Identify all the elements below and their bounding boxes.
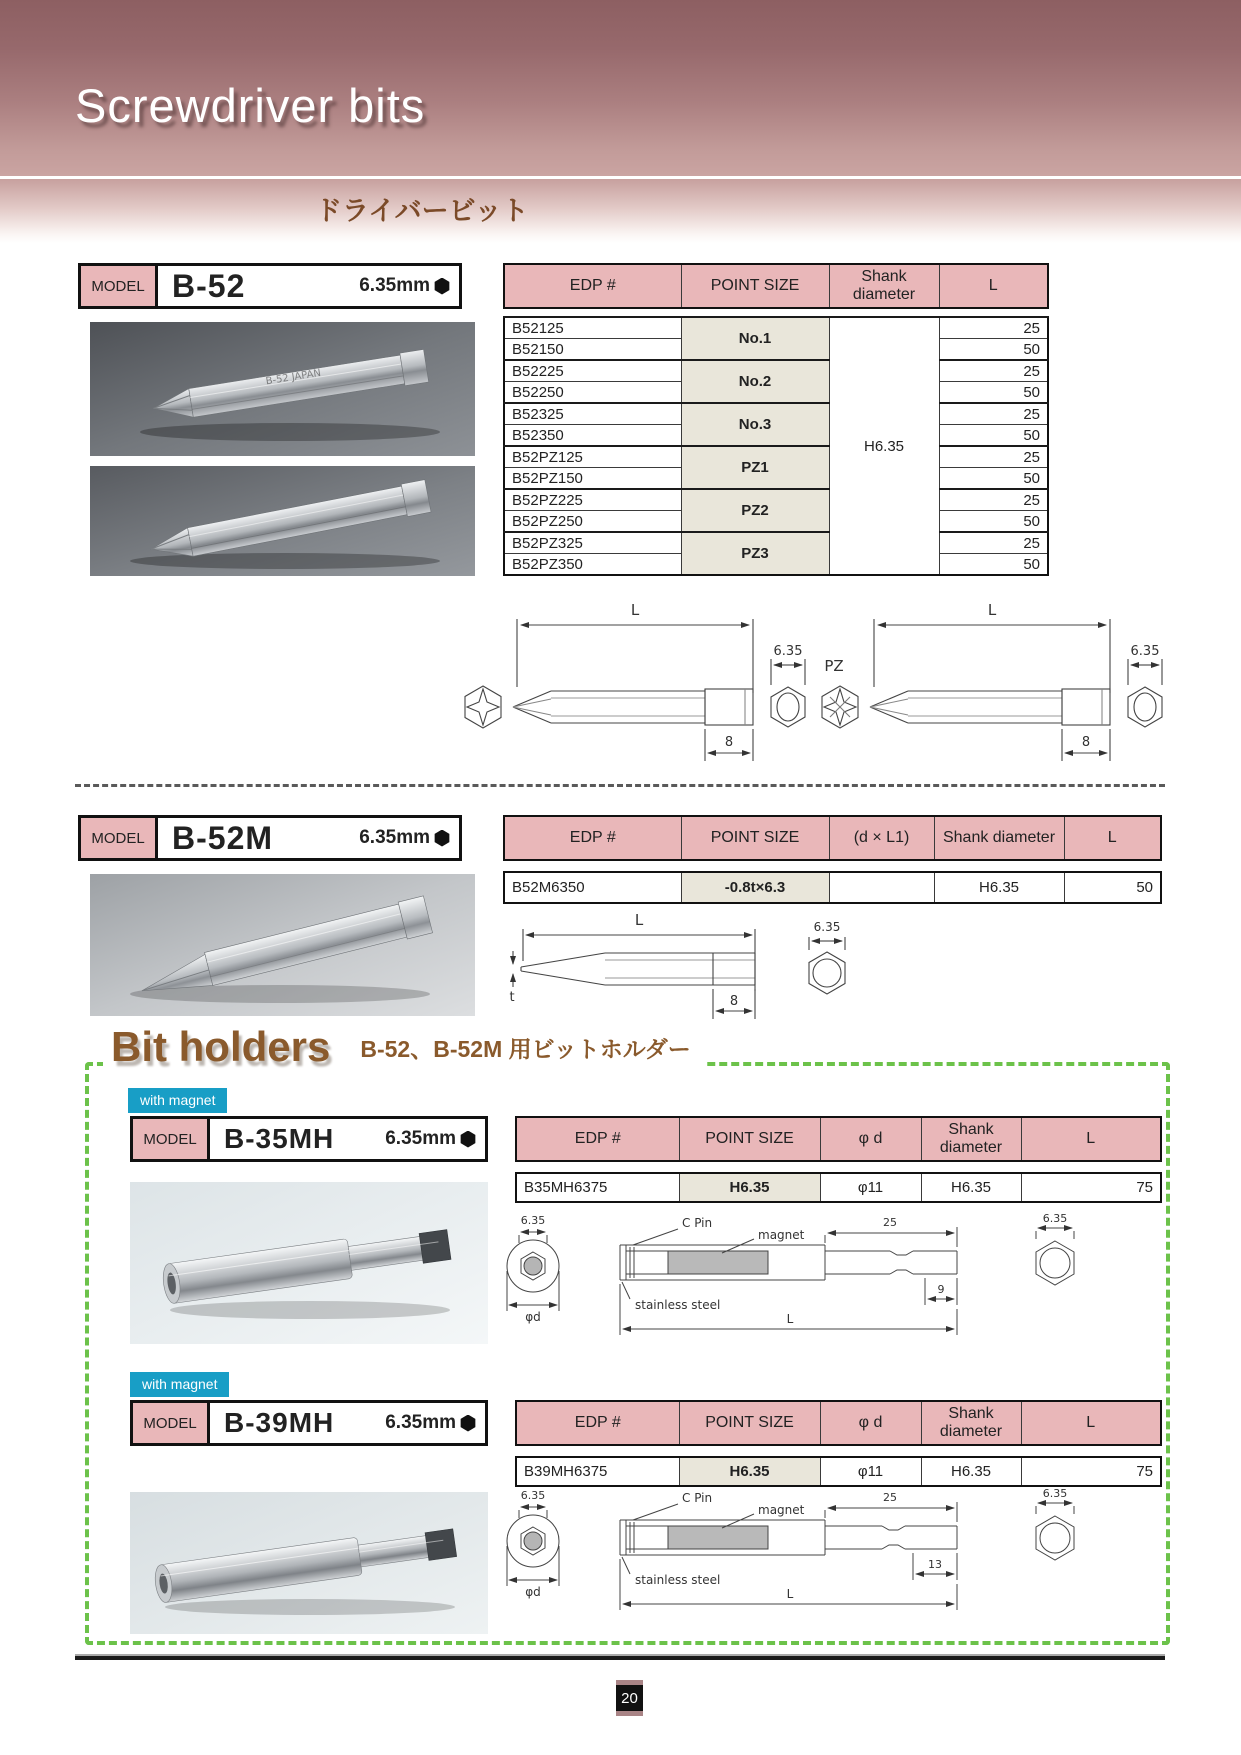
l-cell: 50 xyxy=(939,425,1048,447)
dim-label-635: 6.35 xyxy=(773,644,803,659)
dim-label-635: 6.35 xyxy=(1042,1488,1068,1500)
edp-cell: B52225 xyxy=(504,360,681,382)
shank-cell: H6.35 xyxy=(829,317,939,575)
label-c-pin: C Pin xyxy=(682,1491,713,1505)
product-photo-b39mh xyxy=(130,1492,488,1634)
section-separator xyxy=(75,784,1165,787)
model-badge-b52 xyxy=(78,263,462,309)
point-size-cell: -0.8t×6.3 xyxy=(681,872,829,903)
dim-label-13: 13 xyxy=(928,1558,942,1571)
label-stainless-steel: stainless steel xyxy=(635,1573,721,1587)
dim-label-8: 8 xyxy=(724,735,734,750)
l-cell: 50 xyxy=(939,468,1048,490)
table-row xyxy=(504,403,1048,425)
edp-cell: B52150 xyxy=(504,339,681,361)
l-cell: 50 xyxy=(1064,872,1161,903)
l-cell: 25 xyxy=(939,446,1048,468)
l-cell: 50 xyxy=(939,339,1048,361)
b52m-table-header xyxy=(503,815,1162,861)
edp-cell: B35MH6375 xyxy=(516,1173,679,1202)
with-magnet-badge: with magnet xyxy=(128,1088,227,1113)
l-cell: 75 xyxy=(1021,1457,1161,1486)
shank-cell: H6.35 xyxy=(921,1173,1021,1202)
table-row xyxy=(504,360,1048,382)
dim-label-8: 8 xyxy=(729,994,739,1009)
tech-drawing-b52-phillips xyxy=(455,585,815,780)
page-badge-strip-bottom xyxy=(616,1711,643,1716)
point-size-cell: PZ2 xyxy=(681,489,829,532)
l-cell: 50 xyxy=(939,511,1048,533)
col-l: L xyxy=(1021,1401,1161,1445)
b35mh-table-body xyxy=(515,1172,1162,1203)
model-label: MODEL xyxy=(133,1119,210,1159)
dim-label-l: L xyxy=(630,601,640,619)
col-point-size: POINT SIZE xyxy=(681,816,829,860)
dim-label-l: L xyxy=(786,1587,794,1601)
dim-label-phid: φd xyxy=(525,1310,541,1324)
tech-drawing-b35mh xyxy=(470,1213,1120,1363)
edp-cell: B52325 xyxy=(504,403,681,425)
edp-cell: B52PZ225 xyxy=(504,489,681,511)
dim-label-635: 6.35 xyxy=(1042,1213,1068,1225)
point-size-cell: No.3 xyxy=(681,403,829,446)
dim-label-635: 6.35 xyxy=(520,1489,546,1502)
dim-label-l: L xyxy=(786,1312,794,1326)
col-point-size: POINT SIZE xyxy=(679,1117,820,1161)
dxl1-cell xyxy=(829,872,934,903)
col-l: L xyxy=(939,264,1048,308)
point-size-cell: No.2 xyxy=(681,360,829,403)
b52-table-header xyxy=(503,263,1049,309)
col-shank: Shank diameter xyxy=(829,264,939,308)
model-name-b52m: B-52M xyxy=(172,819,274,856)
shank-size xyxy=(359,818,459,858)
product-photo-b35mh xyxy=(130,1182,488,1344)
table-row xyxy=(504,872,1161,903)
model-label: MODEL xyxy=(81,266,158,306)
tech-drawing-b52m xyxy=(455,903,885,1038)
dim-label-l: L xyxy=(987,601,997,619)
b52m-table-body xyxy=(503,871,1162,904)
col-shank: Shank diameter xyxy=(921,1401,1021,1445)
col-phi-d: φ d xyxy=(820,1117,921,1161)
bit-engraving: B-52 JAPAN xyxy=(264,367,322,388)
dim-label-t: t xyxy=(509,990,515,1005)
product-photo-b52m xyxy=(90,874,475,1016)
label-c-pin: C Pin xyxy=(682,1216,713,1230)
col-dxl1: (d × L1) xyxy=(829,816,934,860)
edp-cell: B52350 xyxy=(504,425,681,447)
with-magnet-badge: with magnet xyxy=(130,1372,229,1397)
shank-cell: H6.35 xyxy=(934,872,1064,903)
phi-d-cell: φ11 xyxy=(820,1173,921,1202)
edp-cell: B52PZ125 xyxy=(504,446,681,468)
col-l: L xyxy=(1021,1117,1161,1161)
hex-shank-icon xyxy=(434,830,450,847)
dim-label-9: 9 xyxy=(937,1283,945,1296)
col-edp: EDP # xyxy=(504,816,681,860)
l-cell: 25 xyxy=(939,532,1048,554)
l-cell: 50 xyxy=(939,554,1048,576)
model-badge-b52m xyxy=(78,815,462,861)
hex-shank-icon xyxy=(460,1131,476,1148)
model-badge-b39mh xyxy=(130,1400,488,1446)
table-row xyxy=(504,317,1048,339)
table-row xyxy=(516,1457,1161,1486)
bit-holders-heading: Bit holders xyxy=(111,1023,331,1070)
col-edp: EDP # xyxy=(516,1401,679,1445)
col-point-size: POINT SIZE xyxy=(681,264,829,308)
edp-cell: B39MH6375 xyxy=(516,1457,679,1486)
label-magnet: magnet xyxy=(758,1503,805,1517)
dim-label-8: 8 xyxy=(1081,735,1091,750)
b52-table-body xyxy=(503,316,1049,576)
model-label: MODEL xyxy=(81,818,158,858)
shank-size xyxy=(385,1403,485,1443)
shank-size-text: 6.35mm xyxy=(359,275,430,296)
bit-holders-subtitle-jp: B-52、B-52M 用ビットホルダー xyxy=(360,1036,691,1062)
col-shank: Shank diameter xyxy=(934,816,1064,860)
edp-cell: B52PZ250 xyxy=(504,511,681,533)
shank-size-text: 6.35mm xyxy=(359,827,430,848)
tech-drawing-b39mh xyxy=(470,1488,1120,1638)
model-name-b39mh: B-39MH xyxy=(224,1407,335,1438)
point-size-cell: H6.35 xyxy=(679,1457,820,1486)
tech-drawing-b52-pz xyxy=(812,585,1172,780)
dim-label-635: 6.35 xyxy=(813,920,841,934)
label-stainless-steel: stainless steel xyxy=(635,1298,721,1312)
edp-cell: B52PZ150 xyxy=(504,468,681,490)
b39mh-table-body xyxy=(515,1456,1162,1487)
dim-label-635: 6.35 xyxy=(520,1214,546,1227)
dim-label-pz: PZ xyxy=(824,657,844,675)
dim-label-25: 25 xyxy=(883,1216,897,1229)
bit-holders-title xyxy=(103,1023,707,1072)
table-row xyxy=(504,446,1048,468)
page-title: Screwdriver bits xyxy=(75,79,426,132)
l-cell: 25 xyxy=(939,403,1048,425)
hex-shank-icon xyxy=(434,278,450,295)
b39mh-table-header xyxy=(515,1400,1162,1446)
col-edp: EDP # xyxy=(504,264,681,308)
table-row xyxy=(504,532,1048,554)
edp-cell: B52M6350 xyxy=(504,872,681,903)
col-l: L xyxy=(1064,816,1161,860)
edp-cell: B52250 xyxy=(504,382,681,404)
point-size-cell: No.1 xyxy=(681,317,829,360)
shank-size-text: 6.35mm xyxy=(385,1128,456,1149)
model-badge-b35mh xyxy=(130,1116,488,1162)
edp-cell: B52PZ350 xyxy=(504,554,681,576)
point-size-cell: PZ3 xyxy=(681,532,829,575)
page-banner xyxy=(0,0,1241,176)
shank-size xyxy=(385,1119,485,1159)
shank-cell: H6.35 xyxy=(921,1457,1021,1486)
edp-cell: B52125 xyxy=(504,317,681,339)
l-cell: 25 xyxy=(939,489,1048,511)
l-cell: 50 xyxy=(939,382,1048,404)
page-number: 20 xyxy=(616,1685,643,1711)
page-subtitle-jp: ドライバービット xyxy=(315,196,529,226)
l-cell: 25 xyxy=(939,360,1048,382)
table-row xyxy=(516,1173,1161,1202)
footer-rule xyxy=(75,1654,1165,1660)
col-edp: EDP # xyxy=(516,1117,679,1161)
b35mh-table-header xyxy=(515,1116,1162,1162)
col-phi-d: φ d xyxy=(820,1401,921,1445)
product-photo-b52-pz xyxy=(90,466,475,576)
col-shank: Shank diameter xyxy=(921,1117,1021,1161)
l-cell: 25 xyxy=(939,317,1048,339)
col-point-size: POINT SIZE xyxy=(679,1401,820,1445)
hex-shank-icon xyxy=(460,1415,476,1432)
l-cell: 75 xyxy=(1021,1173,1161,1202)
product-photo-b52-phillips xyxy=(90,322,475,456)
model-label: MODEL xyxy=(133,1403,210,1443)
dim-label-phid: φd xyxy=(525,1585,541,1599)
dim-label-635: 6.35 xyxy=(1130,644,1160,659)
edp-cell: B52PZ325 xyxy=(504,532,681,554)
page-number-badge xyxy=(616,1680,643,1716)
model-name-b35mh: B-35MH xyxy=(224,1123,335,1154)
shank-size xyxy=(359,266,459,306)
phi-d-cell: φ11 xyxy=(820,1457,921,1486)
dim-label-l: L xyxy=(634,911,644,929)
label-magnet: magnet xyxy=(758,1228,805,1242)
model-name-b52: B-52 xyxy=(172,267,246,304)
subtitle-band xyxy=(0,179,1241,243)
table-row xyxy=(504,489,1048,511)
point-size-cell: PZ1 xyxy=(681,446,829,489)
shank-size-text: 6.35mm xyxy=(385,1412,456,1433)
point-size-cell: H6.35 xyxy=(679,1173,820,1202)
dim-label-25: 25 xyxy=(883,1491,897,1504)
